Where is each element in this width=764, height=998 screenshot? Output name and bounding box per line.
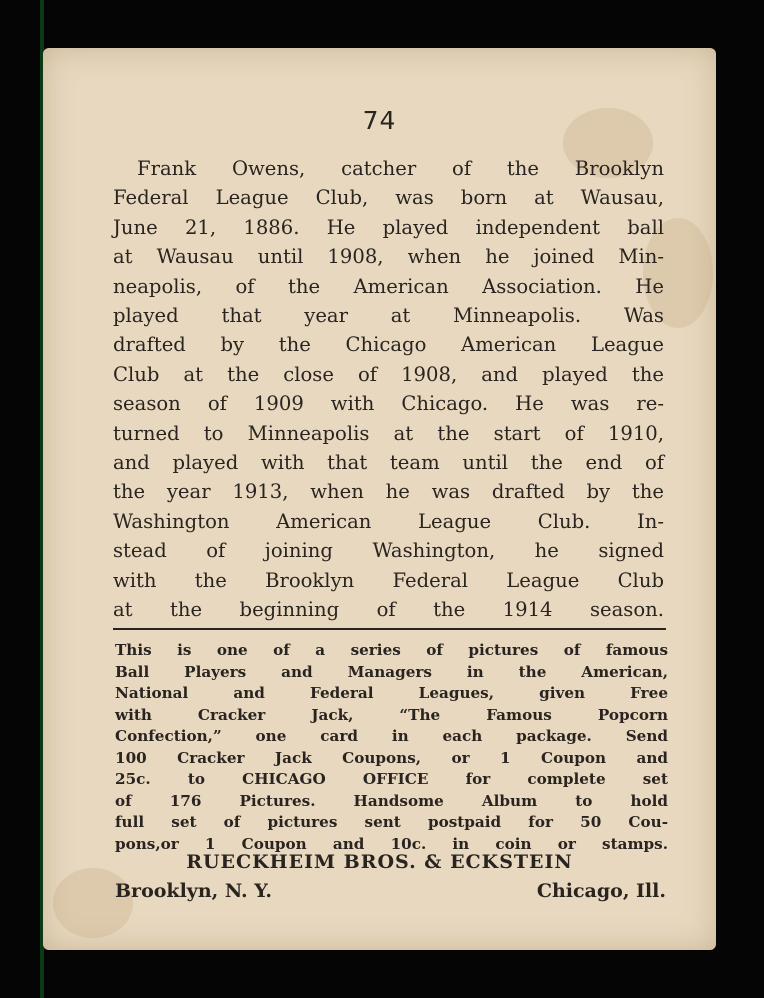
publisher-name: RUECKHEIM BROS. & ECKSTEIN <box>186 851 573 873</box>
bio-line: with the Brooklyn Federal League Club <box>113 568 664 592</box>
promo-line: National and Federal Leagues, given Free <box>115 684 668 702</box>
baseball-card-back <box>43 48 716 950</box>
bio-line: stead of joining Washington, he signed <box>113 539 664 563</box>
player-biography <box>113 154 664 625</box>
promo-line: Confection,” one card in each package. Send <box>115 727 668 745</box>
bio-line: and played with that team until the end of <box>113 451 664 475</box>
bio-line: Frank Owens, catcher of the Brooklyn <box>137 157 664 180</box>
promo-line: 100 Cracker Jack Coupons, or 1 Coupon and <box>115 748 668 767</box>
bio-line: June 21, 1886. He played independent ball <box>113 215 664 239</box>
promo-line: with Cracker Jack, “The Famous Popcorn <box>115 705 668 724</box>
bio-line: at the beginning of the 1914 season. <box>113 598 664 622</box>
bio-line: season of 1909 with Chicago. He was re- <box>113 392 664 416</box>
bio-line: neapolis, of the American Association. He <box>113 274 664 298</box>
bio-line: drafted by the Chicago American League <box>113 333 664 357</box>
card-number: 74 <box>362 106 397 135</box>
promo-line: 25c. to CHICAGO OFFICE for complete set <box>115 770 668 788</box>
bio-line: Club at the close of 1908, and played the <box>113 362 664 386</box>
bio-line: Federal League Club, was born at Wausau, <box>113 186 664 210</box>
publisher-city-right: Chicago, Ill. <box>536 880 666 902</box>
bio-line: the year 1913, when he was drafted by the <box>113 480 664 504</box>
publisher-city-left: Brooklyn, N. Y. <box>115 880 272 902</box>
promo-line: This is one of a series of pictures of famous <box>115 641 668 659</box>
bio-line: turned to Minneapolis at the start of 1910, <box>113 421 664 445</box>
bio-line: played that year at Minneapolis. Was <box>113 304 664 328</box>
bio-line: Washington American League Club. In- <box>113 509 664 533</box>
promo-line: full set of pictures sent postpaid for 50 Cou- <box>115 813 668 831</box>
age-stain <box>53 868 133 938</box>
bio-line: at Wausau until 1908, when he joined Min- <box>113 245 664 269</box>
promo-text <box>115 640 668 855</box>
promo-line: Ball Players and Managers in the American, <box>115 662 668 681</box>
promo-line: of 176 Pictures. Handsome Album to hold <box>115 791 668 810</box>
promo-line: pons,or 1 Coupon and 10c. in coin or stamps. <box>115 834 668 853</box>
divider-rule <box>113 628 666 630</box>
